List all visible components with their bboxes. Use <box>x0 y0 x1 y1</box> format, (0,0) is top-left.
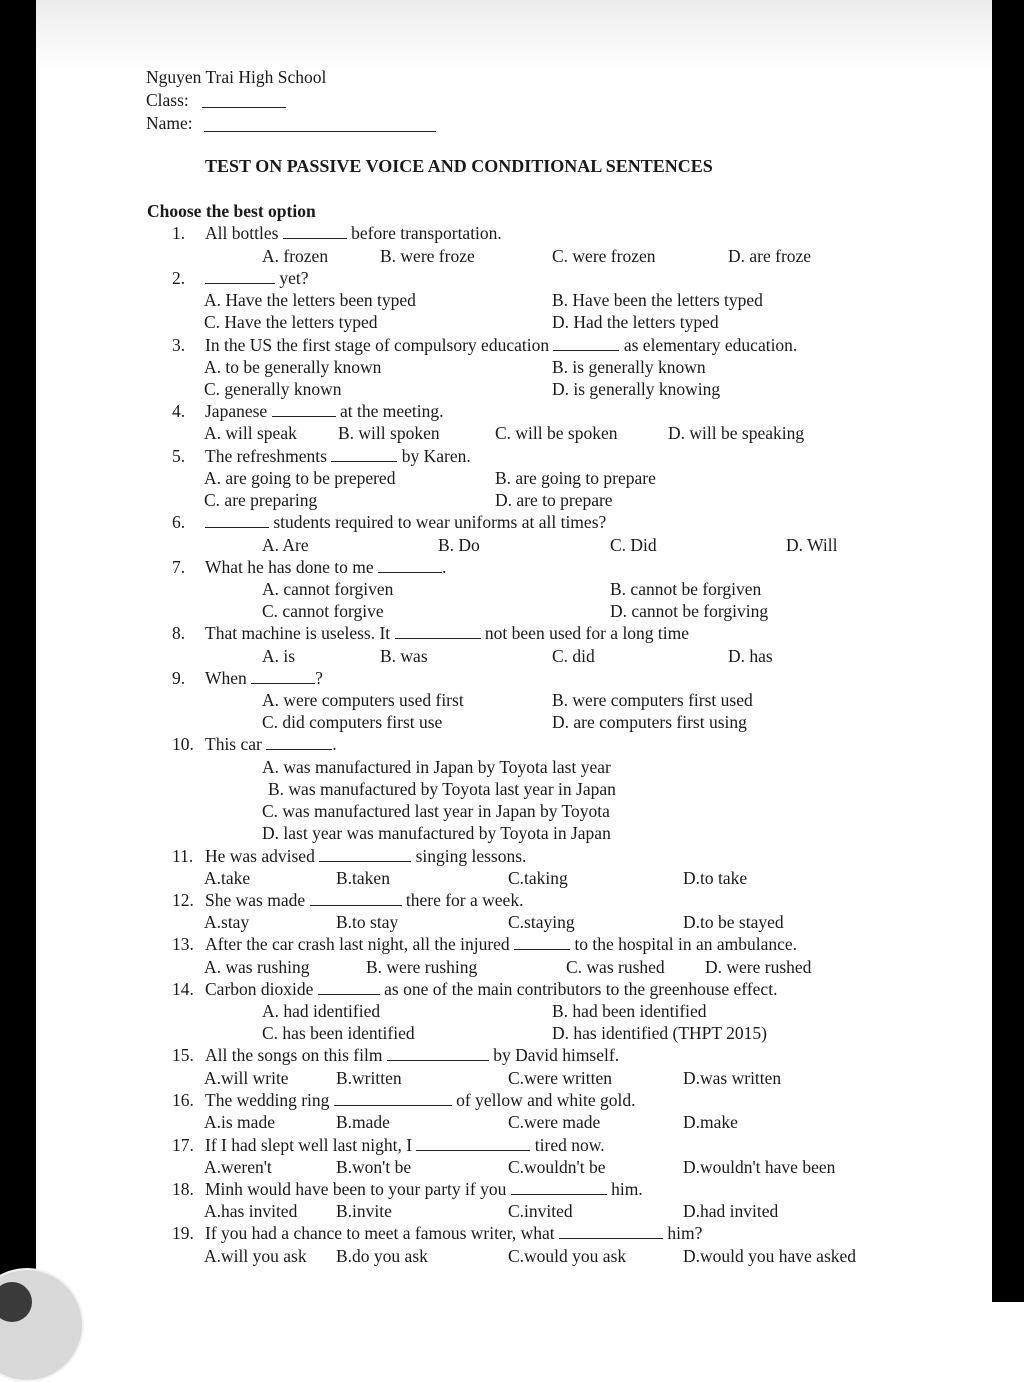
stem-after: of yellow and white gold. <box>451 1090 636 1110</box>
answer-option: C. Did <box>610 535 657 555</box>
stem-before: This car <box>205 734 267 754</box>
answer-blank <box>416 1138 530 1151</box>
left-black-bar <box>0 0 36 1302</box>
avatar <box>0 1268 84 1382</box>
stem-before: The refreshments <box>205 446 332 466</box>
instructions: Choose the best option <box>147 201 316 221</box>
answer-option: C.wouldn't be <box>508 1157 606 1177</box>
stem-after: him? <box>663 1223 703 1243</box>
answer-option: D. is generally knowing <box>552 379 721 399</box>
question-number: 9. <box>172 668 186 688</box>
question-number: 4. <box>172 401 186 421</box>
answer-option: C. generally known <box>204 379 342 399</box>
stem-after: by David himself. <box>488 1045 620 1065</box>
answer-blank <box>378 560 442 573</box>
question-number: 10. <box>172 734 194 754</box>
answer-option: C. Have the letters typed <box>204 312 378 332</box>
answer-option: A.is made <box>204 1112 275 1132</box>
answer-blank <box>395 626 481 639</box>
answer-option: D. has <box>728 646 773 666</box>
question-stem <box>205 222 502 244</box>
question-number: 16. <box>172 1090 194 1110</box>
answer-option: C. are preparing <box>204 490 318 510</box>
answer-option: D. are computers first using <box>552 712 747 732</box>
question-stem <box>205 400 443 422</box>
answer-option: B. will spoken <box>338 423 440 443</box>
class-label: Class: <box>146 90 189 110</box>
answer-option: A.take <box>204 868 251 888</box>
answer-option: B. was <box>380 646 428 666</box>
stem-before: The wedding ring <box>205 1090 334 1110</box>
answer-option: B.made <box>336 1112 390 1132</box>
answer-option: B.taken <box>336 868 390 888</box>
answer-option: A. will speak <box>204 423 297 443</box>
answer-option: D. will be speaking <box>668 423 805 443</box>
answer-option: C. did <box>552 646 595 666</box>
answer-option: B.invite <box>336 1201 392 1221</box>
stem-before: After the car crash last night, all the injured <box>205 934 515 954</box>
stem-after: ? <box>315 668 323 688</box>
stem-before: He was advised <box>205 846 320 866</box>
stem-before: That machine is useless. It <box>205 623 395 643</box>
answer-blank <box>272 404 336 417</box>
stem-after: not been used for a long time <box>480 623 690 643</box>
answer-option: C. was rushed <box>566 957 665 977</box>
answer-option: A.weren't <box>204 1157 272 1177</box>
question-stem <box>205 1222 702 1244</box>
answer-option: D.was written <box>683 1068 782 1088</box>
answer-option: A. was rushing <box>204 957 310 977</box>
question-stem <box>205 1178 643 1200</box>
question-stem <box>205 511 606 533</box>
name-label: Name: <box>146 113 193 133</box>
answer-option: C. were frozen <box>552 246 656 266</box>
answer-option: D.would you have asked <box>683 1246 857 1266</box>
stem-after: as elementary education. <box>619 335 798 355</box>
answer-option: C.staying <box>508 912 575 932</box>
stem-after: tired now. <box>530 1135 605 1155</box>
stem-before: All the songs on this film <box>205 1045 387 1065</box>
stem-after: before transportation. <box>346 223 502 243</box>
answer-blank <box>266 737 332 750</box>
stem-after: students required to wear uniforms at all times? <box>269 512 607 532</box>
stem-after: yet? <box>275 268 309 288</box>
question-number: 7. <box>172 557 186 577</box>
question-stem <box>205 845 526 867</box>
question-stem <box>205 733 337 755</box>
name-blank <box>204 131 436 132</box>
answer-option: C. will be spoken <box>495 423 618 443</box>
question-stem <box>205 445 471 467</box>
answer-blank <box>559 1226 663 1239</box>
question-stem <box>205 556 446 578</box>
stem-before: Minh would have been to your party if you <box>205 1179 511 1199</box>
stem-before: If I had slept well last night, I <box>205 1135 417 1155</box>
answer-blank <box>310 893 402 906</box>
answer-option: A. are going to be prepered <box>204 468 396 488</box>
answer-option: B. was manufactured by Toyota last year in Japan <box>268 779 616 799</box>
question-number: 17. <box>172 1135 194 1155</box>
answer-option: D. Will <box>786 535 838 555</box>
answer-option: D. were rushed <box>705 957 812 977</box>
answer-option: A. cannot forgiven <box>262 579 394 599</box>
answer-option: D.to be stayed <box>683 912 784 932</box>
answer-option: C. did computers first use <box>262 712 443 732</box>
stem-after: . <box>332 734 337 754</box>
answer-blank <box>251 671 315 684</box>
answer-option: C.taking <box>508 868 568 888</box>
answer-option: C. has been identified <box>262 1023 415 1043</box>
question-stem <box>205 978 777 1000</box>
answer-blank <box>205 515 269 528</box>
answer-option: A. had identified <box>262 1001 381 1021</box>
answer-option: A.will write <box>204 1068 289 1088</box>
answer-option: B.won't be <box>336 1157 412 1177</box>
question-number: 14. <box>172 979 194 999</box>
stem-after: at the meeting. <box>335 401 444 421</box>
stem-after: . <box>442 557 447 577</box>
answer-option: A.stay <box>204 912 250 932</box>
question-number: 12. <box>172 890 194 910</box>
answer-option: C. cannot forgive <box>262 601 384 621</box>
answer-option: A. is <box>262 646 296 666</box>
stem-before: All bottles <box>205 223 283 243</box>
answer-option: B. were froze <box>380 246 475 266</box>
answer-blank <box>511 1182 607 1195</box>
answer-option: C.were written <box>508 1068 612 1088</box>
answer-option: D. cannot be forgiving <box>610 601 769 621</box>
stem-after: to the hospital in an ambulance. <box>570 934 798 954</box>
question-number: 18. <box>172 1179 194 1199</box>
class-blank <box>202 107 286 108</box>
answer-option: D. has identified (THPT 2015) <box>552 1023 767 1043</box>
stem-after: him. <box>606 1179 643 1199</box>
answer-blank <box>553 338 619 351</box>
answer-option: B. Have been the letters typed <box>552 290 763 310</box>
test-title: TEST ON PASSIVE VOICE AND CONDITIONAL SENTENCES <box>205 156 713 176</box>
question-number: 13. <box>172 934 194 954</box>
answer-option: C.invited <box>508 1201 573 1221</box>
answer-option: D.make <box>683 1112 738 1132</box>
answer-blank <box>283 226 347 239</box>
answer-option: A. to be generally known <box>204 357 382 377</box>
stem-after: by Karen. <box>397 446 471 466</box>
answer-option: B. is generally known <box>552 357 706 377</box>
stem-before: Japanese <box>205 401 272 421</box>
question-stem <box>205 933 797 955</box>
answer-option: B.to stay <box>336 912 399 932</box>
question-number: 3. <box>172 335 186 355</box>
stem-before: What he has done to me <box>205 557 379 577</box>
answer-option: B. were computers first used <box>552 690 753 710</box>
question-stem <box>205 622 689 644</box>
stem-before: Carbon dioxide <box>205 979 318 999</box>
answer-option: B. cannot be forgiven <box>610 579 762 599</box>
answer-option: A. Have the letters been typed <box>204 290 416 310</box>
answer-option: D. are froze <box>728 246 812 266</box>
top-shade <box>0 0 1024 70</box>
answer-option: B. were rushing <box>366 957 478 977</box>
answer-option: A. frozen <box>262 246 329 266</box>
answer-option: A.has invited <box>204 1201 298 1221</box>
answer-blank <box>331 449 397 462</box>
question-stem <box>205 1134 605 1156</box>
answer-option: B. are going to prepare <box>495 468 656 488</box>
answer-option: A. Are <box>262 535 309 555</box>
answer-blank <box>318 982 380 995</box>
answer-option: D.to take <box>683 868 748 888</box>
answer-option: A. was manufactured in Japan by Toyota last year <box>262 757 611 777</box>
answer-option: B.written <box>336 1068 402 1088</box>
answer-option: C. was manufactured last year in Japan by Toyota <box>262 801 610 821</box>
question-stem <box>205 334 797 356</box>
question-stem <box>205 1044 619 1066</box>
answer-option: C.would you ask <box>508 1246 627 1266</box>
answer-blank <box>205 271 275 284</box>
stem-after: singing lessons. <box>411 846 527 866</box>
question-number: 8. <box>172 623 186 643</box>
answer-option: D. are to prepare <box>495 490 613 510</box>
stem-before: If you had a chance to meet a famous writer, what <box>205 1223 560 1243</box>
answer-option: A. were computers used first <box>262 690 464 710</box>
answer-blank <box>514 937 570 950</box>
question-number: 2. <box>172 268 186 288</box>
question-stem <box>205 1089 636 1111</box>
answer-option: B.do you ask <box>336 1246 428 1266</box>
answer-option: D. Had the letters typed <box>552 312 719 332</box>
answer-option: B. Do <box>438 535 480 555</box>
question-number: 1. <box>172 223 186 243</box>
answer-blank <box>387 1048 489 1061</box>
answer-option: C.were made <box>508 1112 601 1132</box>
stem-before: When <box>205 668 252 688</box>
stem-before: In the US the first stage of compulsory education <box>205 335 554 355</box>
school-name: Nguyen Trai High School <box>146 67 327 87</box>
answer-option: D.wouldn't have been <box>683 1157 836 1177</box>
answer-option: A.will you ask <box>204 1246 307 1266</box>
stem-after: there for a week. <box>401 890 524 910</box>
question-stem <box>205 667 323 689</box>
question-stem <box>205 889 523 911</box>
answer-option: D.had invited <box>683 1201 779 1221</box>
question-number: 11. <box>172 846 194 866</box>
question-stem <box>205 267 309 289</box>
answer-option: D. last year was manufactured by Toyota in Japan <box>262 823 611 843</box>
stem-after: as one of the main contributors to the greenhouse effect. <box>379 979 778 999</box>
question-number: 5. <box>172 446 186 466</box>
answer-option: B. had been identified <box>552 1001 707 1021</box>
question-number: 19. <box>172 1223 194 1243</box>
question-number: 15. <box>172 1045 194 1065</box>
answer-blank <box>319 849 411 862</box>
question-number: 6. <box>172 512 186 532</box>
right-black-bar <box>992 0 1024 1302</box>
answer-blank <box>334 1093 452 1106</box>
stem-before: She was made <box>205 890 310 910</box>
